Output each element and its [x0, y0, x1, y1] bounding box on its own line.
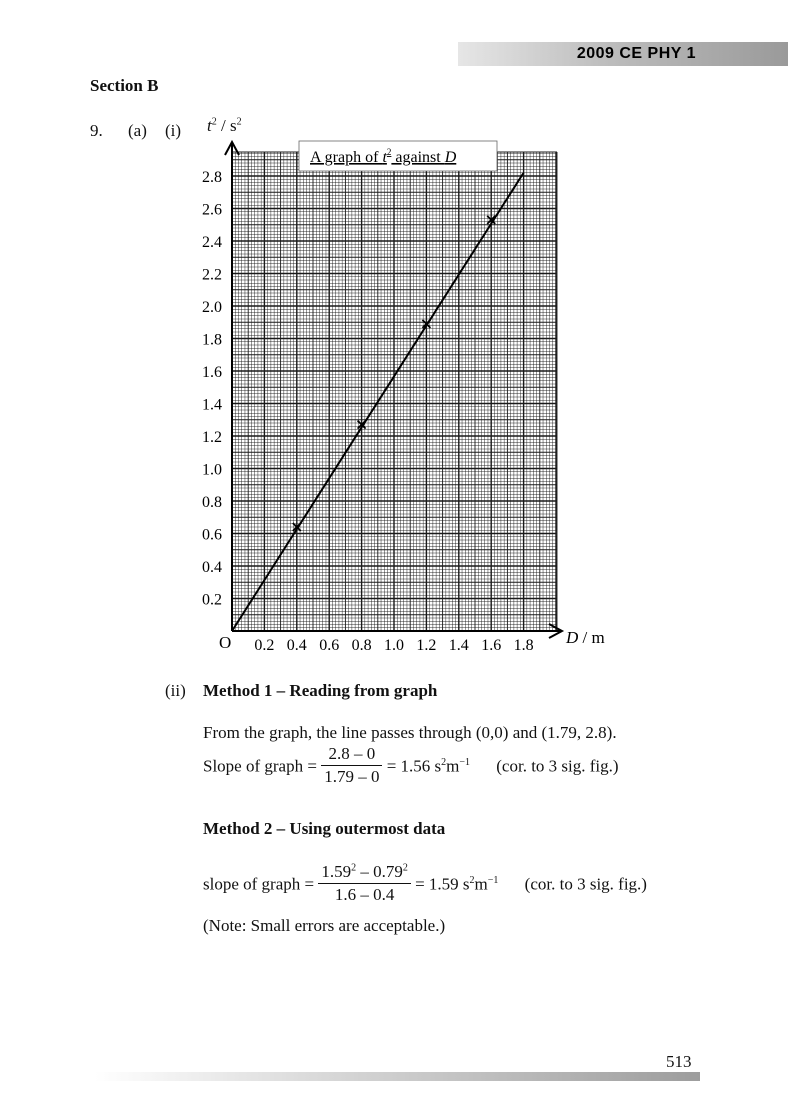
- graph-title: A graph of $t^2$ against D: [310, 147, 457, 166]
- y-tick-label: 2.4: [202, 234, 222, 251]
- footer-bar: [95, 1072, 700, 1081]
- method2-fraction: [318, 862, 411, 905]
- question-number: 9.: [90, 121, 103, 140]
- graph-title-box: [299, 141, 497, 171]
- method1-text: From the graph, the line passes through (0,0) and (1.79, 2.8).: [203, 723, 617, 742]
- method1-result: = 1.56 s: [386, 756, 442, 776]
- graph-grid: [232, 152, 557, 631]
- method2-numerator: 1.59$^2$ – 0.79$^2$: [318, 862, 411, 884]
- y-tick-label: 1.8: [202, 331, 222, 349]
- y-axis-label: $t^2 / s^2$: [207, 116, 242, 135]
- method1-denominator: 1.79 – 0: [324, 767, 380, 786]
- x-tick-label: 1.4: [448, 637, 469, 654]
- x-tick-label: 1.2: [416, 637, 437, 654]
- method2-note: (cor. to 3 sig. fig.): [524, 874, 647, 894]
- method2-equation: slope of graph = $\frac{1.59^2 - 0.79^2}{1.6 - 0.4}$ = 1.59 $s^2m^{-1}$ (cor. to 3 sig. fig.): [203, 862, 647, 904]
- y-tick-label: 0.8: [202, 494, 222, 511]
- y-tick-label: 0.6: [202, 526, 222, 544]
- y-tick-label: 0.2: [202, 591, 222, 609]
- y-tick-label: 1.6: [202, 364, 222, 381]
- method2-slope-prefix: slope of graph =: [203, 874, 315, 894]
- y-tick-label: 2.0: [202, 299, 222, 316]
- y-tick-label: 2.2: [202, 266, 222, 284]
- header-title: 2009 CE PHY 1: [576, 45, 696, 62]
- y-tick-label: 1.2: [202, 429, 222, 446]
- method1-fraction: [321, 744, 382, 787]
- footnote: (Note: Small errors are acceptable.): [203, 916, 446, 935]
- question-part: (a): [128, 121, 147, 140]
- y-axis-var: t: [207, 116, 212, 135]
- x-axis-label: D / m: [566, 628, 605, 647]
- y-axis-unit: / s: [220, 116, 237, 135]
- x-tick-label: 0.2: [254, 637, 275, 654]
- method1-note: (cor. to 3 sig. fig.): [496, 756, 619, 776]
- method1-numerator: 2.8 – 0: [321, 744, 382, 766]
- x-tick-label: 0.8: [351, 637, 372, 654]
- y-tick-label: 1.0: [202, 461, 222, 479]
- y-tick-label: 0.4: [202, 559, 222, 576]
- method2-result: = 1.59 s: [415, 874, 470, 894]
- method1-title: Method 1 – Reading from graph: [203, 681, 438, 700]
- x-tick-label: 1.0: [384, 637, 404, 654]
- method1-slope-prefix: Slope of graph =: [203, 756, 317, 776]
- page-number: 513: [666, 1052, 692, 1071]
- question-subpart-i: (i): [165, 121, 182, 140]
- method2-denominator: 1.6 – 0.4: [334, 885, 395, 904]
- section-title: Section B: [90, 76, 159, 95]
- origin-label: O: [219, 633, 232, 652]
- method2-title: Method 2 – Using outermost data: [203, 819, 446, 838]
- x-tick-label: 0.4: [286, 637, 307, 654]
- y-tick-label: 1.4: [202, 396, 222, 414]
- graph-tick-labels: [202, 169, 534, 654]
- x-tick-label: 1.8: [513, 637, 534, 654]
- x-tick-label: 1.6: [481, 637, 502, 654]
- question-subpart-ii: (ii): [165, 681, 186, 700]
- y-tick-label: 2.8: [202, 169, 222, 186]
- x-tick-label: 0.6: [319, 637, 340, 654]
- method1-equation: Slope of graph = $\frac{2.8 - 0}{1.79 - 0}$ = 1.56 $s^2m^{-1}$ (cor. to 3 sig. fig.): [203, 744, 619, 786]
- y-tick-label: 2.6: [202, 201, 222, 219]
